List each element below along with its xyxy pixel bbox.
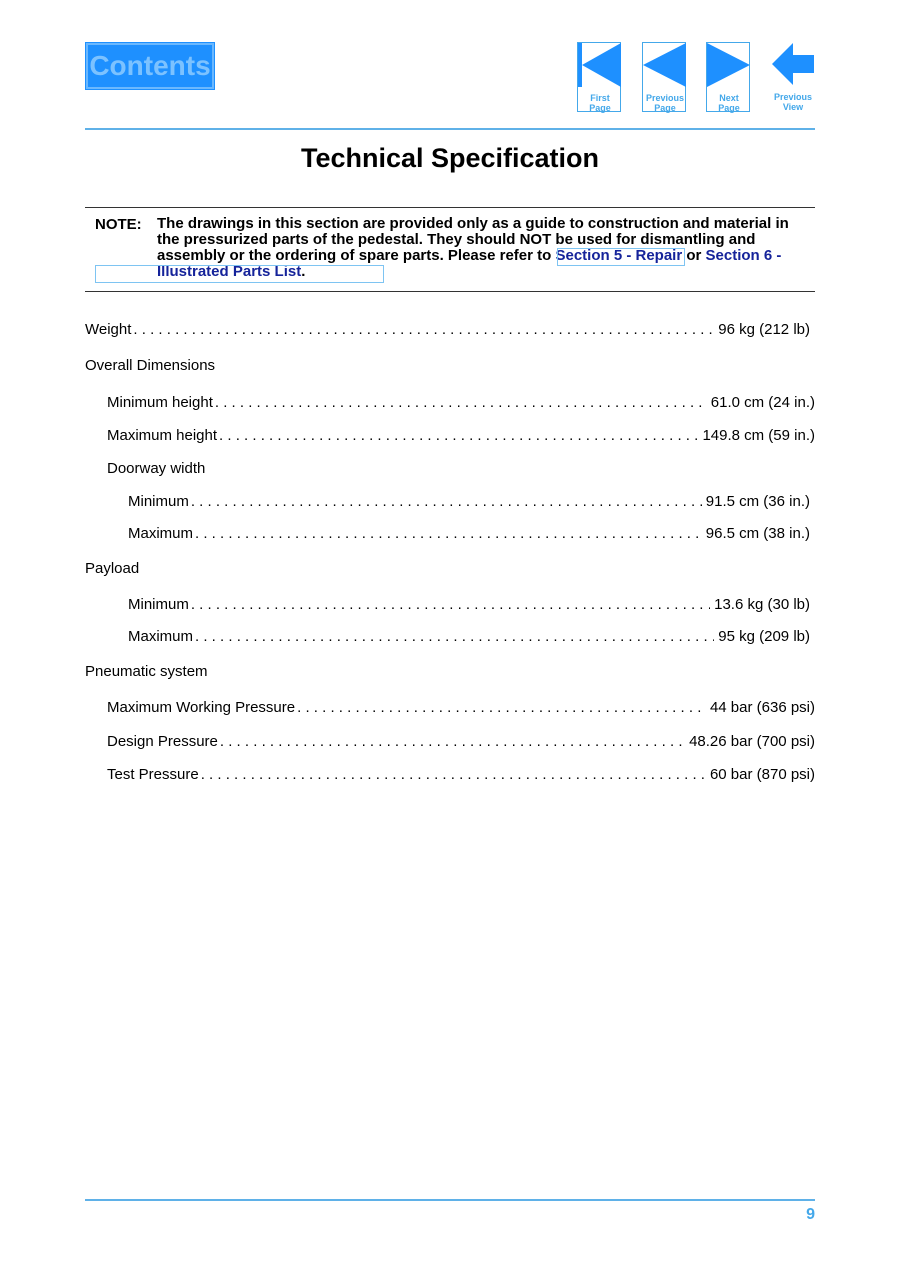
leader-dots: [195, 628, 714, 646]
leader-dots: [191, 493, 702, 511]
spec-value: 60 bar (870 psi): [709, 766, 815, 783]
leader-dots: [297, 699, 706, 717]
previous-page-icon: [643, 43, 687, 87]
section-6-parts-list-link[interactable]: Section 6 - Illustrated Parts List: [157, 247, 782, 280]
leader-dots: [219, 427, 698, 445]
previous-view-button[interactable]: [771, 42, 815, 112]
section-6-parts-list-link-box[interactable]: [95, 265, 384, 283]
leader-dots: [215, 394, 707, 412]
spec-value: 91.5 cm (36 in.): [705, 493, 810, 510]
spec-row-payload-minimum: [128, 596, 810, 614]
spec-label: Weight: [85, 321, 132, 338]
spec-heading-pneumatic-system: Pneumatic system: [85, 663, 208, 680]
spec-row-minimum-height: [107, 394, 815, 412]
next-page-button[interactable]: [706, 42, 750, 112]
spec-label: Design Pressure: [107, 733, 218, 750]
first-page-button[interactable]: [577, 42, 621, 112]
spec-row-payload-maximum: [128, 628, 810, 646]
leader-dots: [220, 733, 685, 751]
page-title: Technical Specification: [300, 143, 600, 173]
leader-dots: [133, 321, 714, 339]
first-page-label: First Page: [589, 93, 611, 113]
first-page-icon: [578, 43, 622, 87]
spec-value: 13.6 kg (30 lb): [714, 596, 810, 613]
spec-row-doorway-maximum: [128, 525, 810, 543]
previous-page-button[interactable]: [642, 42, 686, 112]
spec-value: 149.8 cm (59 in.): [702, 427, 815, 444]
next-page-icon: [707, 43, 751, 87]
spec-value: 96.5 cm (38 in.): [705, 525, 810, 542]
previous-view-label: Previous View: [773, 92, 813, 112]
spec-value: 44 bar (636 psi): [709, 699, 815, 716]
note-text-after: .: [301, 263, 306, 280]
spec-heading-payload: Payload: [85, 560, 140, 577]
spec-row-maximum-height: [107, 427, 815, 445]
back-arrow-icon: [771, 42, 815, 86]
spec-row-doorway-minimum: [128, 493, 810, 511]
leader-dots: [201, 766, 706, 784]
section-5-repair-link-box[interactable]: [557, 248, 685, 266]
spec-row-test-pressure: [107, 766, 815, 784]
spec-label: Maximum Working Pressure: [107, 699, 296, 716]
spec-label: Minimum: [128, 493, 189, 510]
contents-button[interactable]: Contents: [85, 42, 215, 90]
spec-value: 48.26 bar (700 psi): [689, 733, 815, 750]
spec-label: Minimum height: [107, 394, 213, 411]
spec-row-weight: [85, 321, 810, 339]
spec-row-maximum-working-pressure: [107, 699, 815, 717]
section-5-repair-link[interactable]: Section 5 - Repair: [555, 247, 683, 264]
spec-heading-overall-dimensions: Overall Dimensions: [85, 357, 216, 374]
header-divider: [85, 128, 815, 130]
note-bottom-divider: [85, 291, 815, 292]
spec-label: Maximum: [128, 628, 194, 645]
next-page-label: Next Page: [718, 93, 740, 113]
footer-divider: [85, 1199, 815, 1201]
spec-row-design-pressure: [107, 733, 815, 751]
note-text-between: or: [682, 247, 706, 264]
leader-dots: [195, 525, 702, 543]
page-number: 9: [806, 1206, 815, 1223]
note-label: NOTE:: [95, 216, 142, 233]
spec-label: Test Pressure: [107, 766, 199, 783]
spec-value: 61.0 cm (24 in.): [710, 394, 815, 411]
spec-label: Maximum: [128, 525, 194, 542]
note-top-divider: [85, 207, 815, 208]
spec-heading-doorway-width: Doorway width: [107, 460, 206, 477]
note-text-before: The drawings in this section are provided only as a guide to construction and material in the pressurized parts of the pedestal. They should NOT be used for dismantling and assembly or the ordering of spare parts. Please refer to: [157, 215, 789, 264]
leader-dots: [191, 596, 710, 614]
spec-value: 96 kg (212 lb): [718, 321, 810, 338]
spec-label: Minimum: [128, 596, 189, 613]
spec-label: Maximum height: [107, 427, 218, 444]
previous-page-label: Previous Page: [645, 93, 685, 113]
spec-value: 95 kg (209 lb): [718, 628, 810, 645]
